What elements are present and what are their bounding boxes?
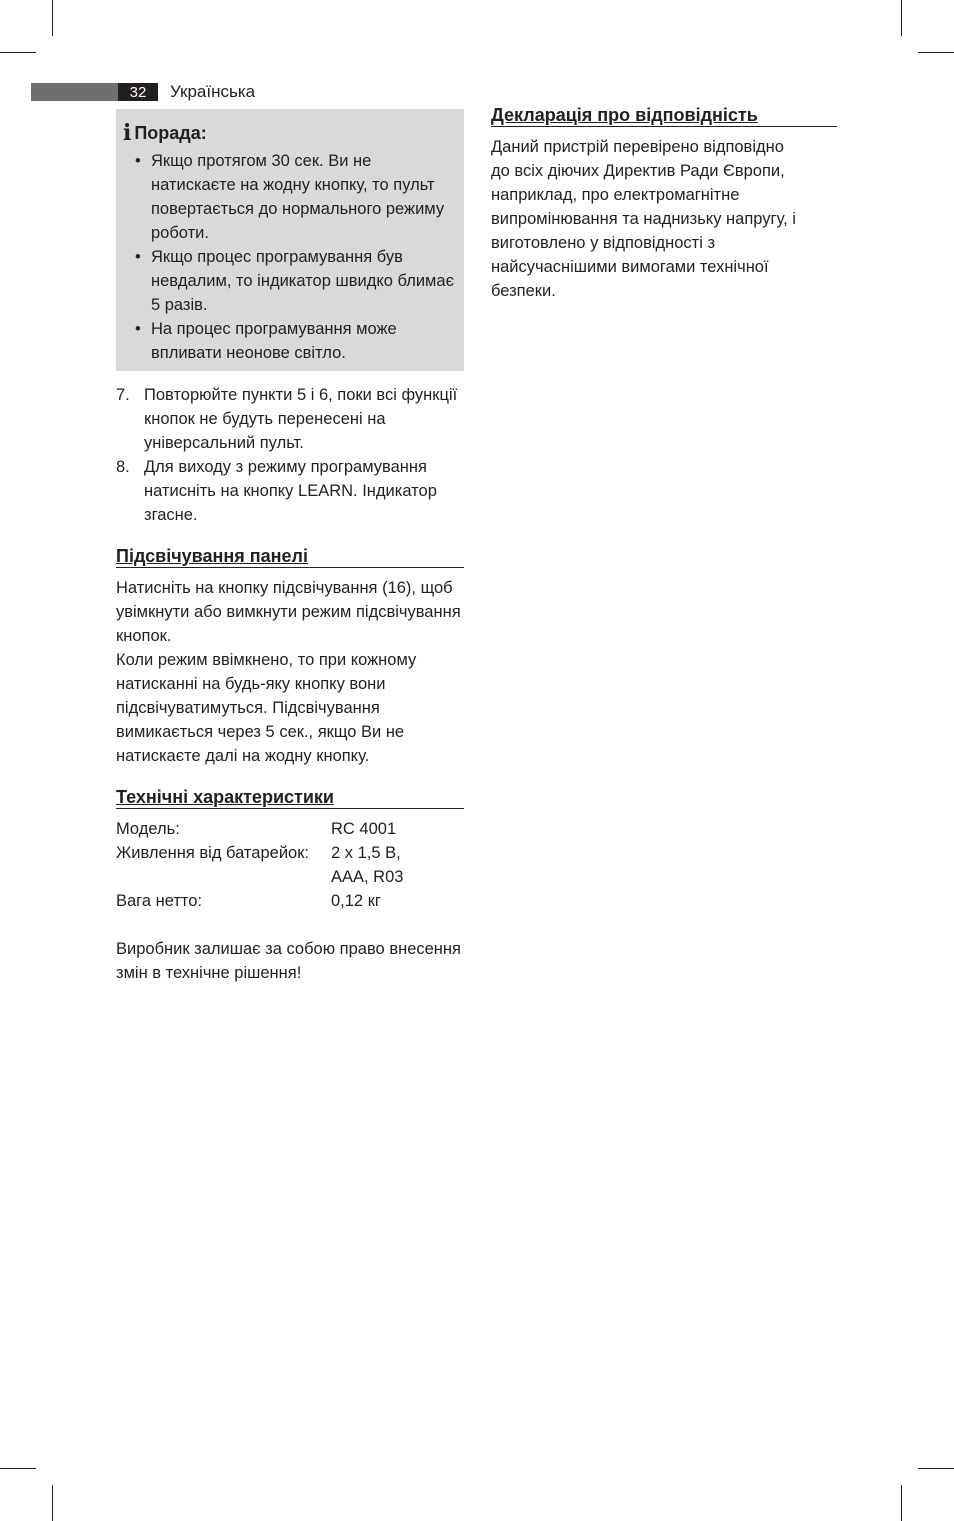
crop-mark <box>0 1468 36 1469</box>
right-column <box>491 104 837 303</box>
page-number: 32 <box>118 83 158 101</box>
tip-item: • На процес програмування може впливати неонове світло. <box>123 317 456 365</box>
step-number: 7. <box>116 386 130 404</box>
backlight-paragraph: Натисніть на кнопку підсвічування (16), щоб увімкнути або вимкнути режим підсвічування кнопок. <box>116 579 461 645</box>
crop-mark <box>918 1468 954 1469</box>
backlight-heading: Підсвічування панелі <box>116 545 464 568</box>
declaration-heading: Декларація про відповідність <box>491 104 837 127</box>
spec-value: 2 x 1,5 В, AAA, R03 <box>331 844 404 886</box>
step-text: Для виходу з режиму програмування натисніть на кнопку LEARN. Індикатор згасне. <box>144 458 437 524</box>
backlight-paragraph: Коли режим ввімкнено, то при кожному натисканні на будь-яку кнопку вони підсвічуватимуться. Підсвічування вимикається через 5 сек., якщо Ви не натискаєте далі на жодну кнопку. <box>116 651 417 765</box>
tip-box <box>116 109 464 371</box>
crop-mark <box>52 0 53 36</box>
crop-mark <box>901 1485 902 1521</box>
step-number: 8. <box>116 458 130 476</box>
info-icon: i <box>123 120 132 146</box>
tip-title-text: Порада: <box>134 123 207 143</box>
specs-note: Виробник залишає за собою право внесення змін в технічне рішення! <box>116 940 461 982</box>
crop-mark <box>0 52 36 53</box>
spec-row <box>116 817 464 841</box>
tip-title <box>123 121 456 145</box>
spec-row <box>116 841 464 889</box>
tip-list <box>123 149 456 365</box>
spec-value: 0,12 кг <box>331 892 381 910</box>
spec-label: Вага нетто: <box>116 892 203 910</box>
step-item <box>116 383 464 455</box>
spec-value: RC 4001 <box>331 820 397 838</box>
declaration-text: Даний пристрій перевірено відповідно до всіх діючих Директив Ради Європи, наприклад, про електромагнітне випромінювання та наднизьку напругу, і виготовлено у відповідності з найсучаснішими вимогами технічної безпеки. <box>491 138 796 300</box>
spec-label: Живлення від батарейок: <box>116 844 310 862</box>
steps-list <box>116 383 464 527</box>
spec-label: Модель: <box>116 820 180 838</box>
crop-mark <box>901 0 902 36</box>
header-language: Українська <box>170 82 256 101</box>
tip-item: • Якщо протягом 30 сек. Ви не натискаєте на жодну кнопку, то пульт повертається до нормального режиму роботи. <box>123 149 456 245</box>
spec-row <box>116 889 464 913</box>
step-item <box>116 455 464 527</box>
crop-mark <box>918 52 954 53</box>
crop-mark <box>52 1485 53 1521</box>
left-column <box>116 109 464 985</box>
tip-item: • Якщо процес програмування був невдалим, то індикатор швидко блимає 5 разів. <box>123 245 456 317</box>
step-text: Повторюйте пункти 5 і 6, поки всі функції кнопок не будуть перенесені на універсальний пульт. <box>144 386 458 452</box>
specs-heading: Технічні характеристики <box>116 786 464 809</box>
